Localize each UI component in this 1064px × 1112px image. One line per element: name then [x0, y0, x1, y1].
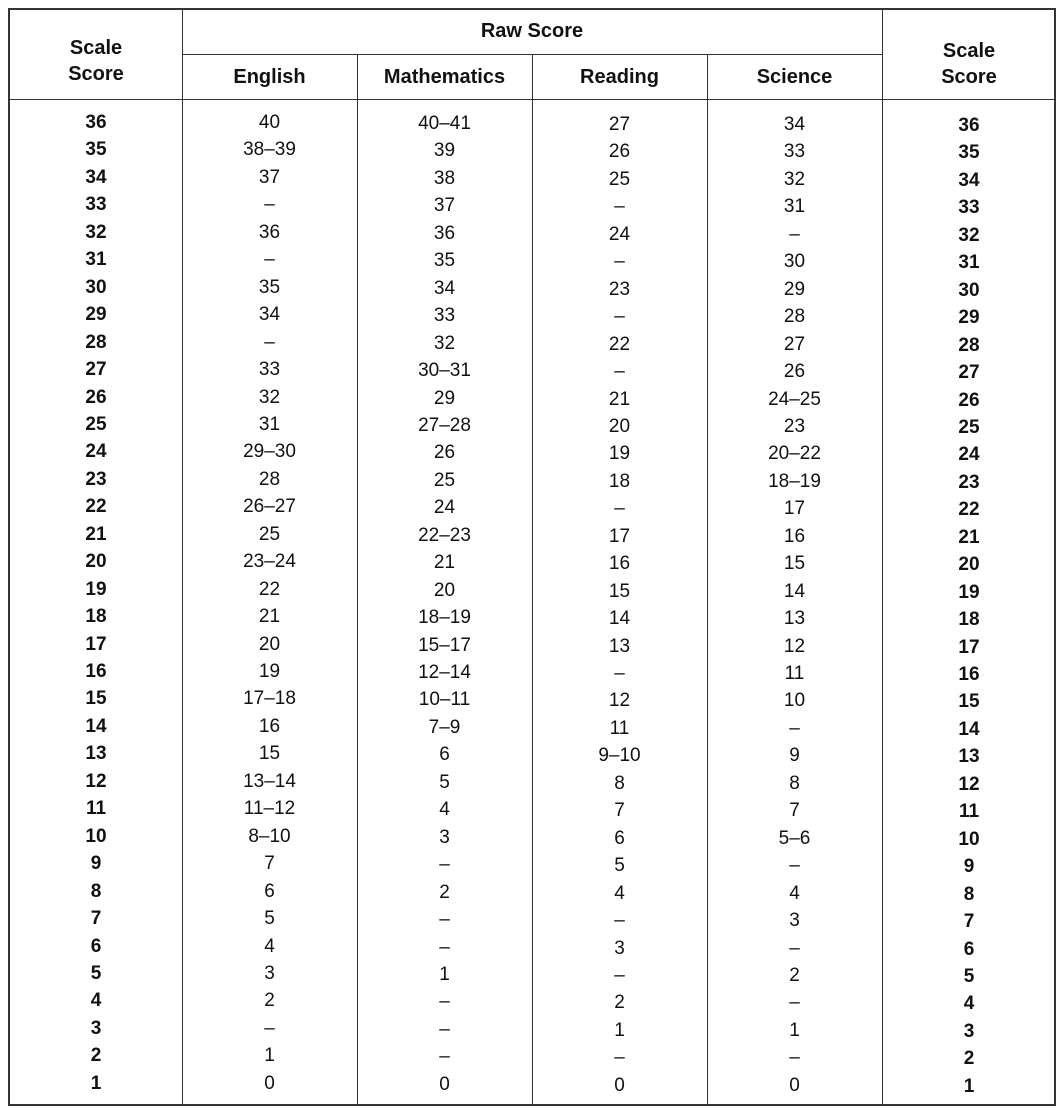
english-raw-score: 28 [258, 468, 281, 490]
reading-raw-score: 16 [608, 553, 631, 575]
mathematics-raw-score: 10–11 [418, 689, 471, 711]
science-raw-score: – [789, 223, 800, 245]
mathematics-raw-score: 12–14 [418, 662, 471, 683]
mathematics-raw-score: 27–28 [418, 414, 471, 436]
reading-raw-score: 12 [608, 690, 631, 712]
reading-raw-score: 18 [608, 470, 631, 492]
mathematics-raw-score: – [439, 909, 450, 931]
scale-score-left: 6 [90, 935, 102, 957]
scale-score-right: 28 [958, 334, 980, 356]
mathematics-raw-score: 3 [439, 826, 450, 848]
scale-score-left: 21 [85, 523, 107, 545]
science-raw-score: 12 [783, 635, 806, 657]
scale-score-right: 10 [958, 828, 980, 850]
science-raw-score: 14 [783, 580, 806, 602]
scale-score-right: 7 [963, 911, 975, 933]
mathematics-raw-score: 1 [439, 963, 450, 985]
science-raw-score: 9 [789, 745, 800, 767]
scale-score-left: 10 [85, 825, 107, 847]
scale-score-left: 31 [85, 249, 107, 271]
science-raw-score: 28 [783, 306, 806, 328]
english-raw-score: 13–14 [243, 770, 296, 792]
science-raw-score: 11 [784, 663, 805, 684]
mathematics-raw-score: – [439, 854, 450, 876]
scale-score-right: 30 [958, 279, 980, 301]
english-raw-score: 8–10 [248, 825, 291, 847]
scale-score-right: 4 [963, 993, 975, 1015]
english-raw-score: 4 [264, 935, 275, 957]
english-raw-score: 20 [258, 633, 281, 655]
science-raw-score: 18–19 [768, 470, 821, 492]
english-raw-score: 23–24 [243, 551, 296, 573]
reading-raw-score: – [614, 1047, 625, 1069]
english-raw-score: 19 [258, 661, 281, 682]
science-raw-score: 8 [789, 772, 800, 794]
scale-score-left: 11 [85, 798, 107, 820]
english-raw-score: 1 [264, 1045, 275, 1067]
mathematics-raw-score: 30–31 [418, 360, 471, 382]
score-conversion-table [8, 8, 1056, 1106]
mathematics-raw-score: 26 [433, 442, 456, 464]
mathematics-raw-score: 7–9 [428, 716, 461, 738]
english-raw-score: 2 [264, 990, 275, 1012]
scale-score-right: 25 [958, 416, 980, 438]
mathematics-raw-score: 37 [433, 195, 456, 217]
reading-raw-score: – [614, 663, 625, 684]
mathematics-raw-score: – [439, 1018, 450, 1040]
english-raw-score: 38–39 [243, 139, 296, 161]
science-raw-score: 3 [789, 910, 800, 932]
reading-raw-score: 2 [614, 992, 625, 1014]
mathematics-raw-score: 21 [433, 552, 456, 574]
scale-score-right: 12 [958, 773, 980, 795]
scale-score-right: 15 [958, 691, 980, 713]
science-raw-score: 30 [783, 251, 806, 273]
scale-score-left: 32 [85, 221, 107, 243]
scale-score-left: 36 [85, 112, 107, 133]
mathematics-raw-score: 34 [433, 277, 456, 299]
english-raw-score: 11–12 [243, 798, 296, 820]
mathematics-raw-score: 39 [433, 140, 456, 162]
reading-raw-score: 15 [608, 580, 631, 602]
scale-score-right: 32 [958, 224, 980, 246]
reading-raw-score: 14 [608, 608, 631, 630]
english-raw-score: 16 [258, 715, 281, 737]
english-raw-score: 0 [264, 1072, 275, 1094]
reading-raw-score: 26 [608, 141, 631, 163]
scale-score-left: 29 [85, 304, 107, 326]
scale-score-right: 27 [958, 362, 980, 384]
scale-score-left: 4 [90, 990, 102, 1012]
science-raw-score: – [789, 937, 800, 959]
english-raw-score: 17–18 [243, 688, 296, 710]
english-header: English [233, 66, 306, 88]
mathematics-raw-score: 2 [439, 881, 450, 903]
scale-score-right: 31 [958, 252, 980, 274]
science-raw-score: 23 [783, 415, 806, 437]
mathematics-raw-score: – [439, 1046, 450, 1068]
reading-raw-score: 27 [608, 114, 631, 135]
reading-raw-score: 19 [608, 443, 631, 465]
science-raw-score: 7 [789, 800, 800, 822]
scale-score-right: 6 [963, 938, 975, 960]
scale-score-left: 1 [90, 1072, 102, 1094]
reading-raw-score: 3 [614, 937, 625, 959]
scale-score-right: 13 [958, 746, 980, 768]
scale-score-right: 36 [958, 115, 980, 136]
scale-score-right: 1 [963, 1075, 975, 1097]
scale-score-left: 16 [85, 661, 107, 682]
scale-score-right: 11 [958, 801, 980, 823]
reading-raw-score: – [614, 498, 625, 520]
mathematics-raw-score: 35 [433, 250, 456, 272]
english-raw-score: 32 [258, 386, 281, 408]
scale-score-right: 16 [958, 664, 980, 685]
science-raw-score: 20–22 [768, 443, 821, 465]
english-raw-score: 37 [258, 166, 281, 188]
science-raw-score: – [789, 855, 800, 877]
scale-score-right: 14 [958, 718, 980, 740]
science-raw-score: 15 [783, 553, 806, 575]
english-raw-score: 22 [258, 578, 281, 600]
mathematics-raw-score: 29 [433, 387, 456, 409]
scale-score-header-right: Scale Score [941, 40, 997, 88]
scale-score-right: 26 [958, 389, 980, 411]
scale-score-left: 23 [85, 468, 107, 490]
english-raw-score: – [264, 194, 275, 216]
reading-raw-score: 17 [608, 525, 631, 547]
science-raw-score: 31 [783, 196, 806, 218]
science-raw-score: 2 [789, 964, 800, 986]
mathematics-raw-score: 4 [439, 799, 450, 821]
english-raw-score: 21 [258, 606, 281, 628]
english-raw-score: 7 [264, 853, 275, 875]
scale-score-left: 7 [90, 908, 102, 930]
science-raw-score: 24–25 [768, 388, 821, 410]
reading-raw-score: 23 [608, 278, 631, 300]
english-raw-score: 25 [258, 523, 281, 545]
scale-score-left: 3 [90, 1017, 102, 1039]
scale-score-left: 33 [85, 194, 107, 216]
english-raw-score: – [264, 249, 275, 271]
scale-score-left: 19 [85, 578, 107, 600]
mathematics-raw-score: 33 [433, 305, 456, 327]
science-raw-score: 17 [783, 498, 806, 520]
science-raw-score: 16 [783, 525, 806, 547]
mathematics-raw-score: 0 [439, 1073, 450, 1095]
scale-score-right: 35 [958, 142, 980, 164]
reading-raw-score: – [614, 361, 625, 383]
english-raw-score: – [264, 1017, 275, 1039]
scale-score-left: 25 [85, 413, 107, 435]
reading-raw-score: 7 [614, 800, 625, 822]
scale-score-right: 8 [963, 883, 975, 905]
science-raw-score: 32 [783, 168, 806, 190]
mathematics-raw-score: 22–23 [418, 524, 471, 546]
scale-score-left: 27 [85, 359, 107, 381]
scale-score-left: 8 [90, 880, 102, 902]
english-raw-score: 6 [264, 880, 275, 902]
reading-raw-score: 8 [614, 772, 625, 794]
scale-score-right: 17 [958, 636, 980, 658]
scale-score-right: 18 [958, 609, 980, 631]
science-raw-score: 13 [783, 608, 806, 630]
english-raw-score: 40 [258, 112, 281, 133]
english-raw-score: 33 [258, 359, 281, 381]
reading-raw-score: 9–10 [598, 745, 641, 767]
reading-raw-score: – [614, 251, 625, 273]
reading-raw-score: 20 [608, 415, 631, 437]
science-raw-score: – [789, 992, 800, 1014]
scale-score-left: 12 [85, 770, 107, 792]
scale-score-right: 34 [958, 169, 980, 191]
scale-score-left: 35 [85, 139, 107, 161]
science-raw-score: 27 [783, 333, 806, 355]
scale-score-right: 33 [958, 197, 980, 219]
reading-raw-score: 1 [614, 1019, 625, 1041]
science-header: Science [756, 66, 833, 88]
mathematics-raw-score: 20 [433, 579, 456, 601]
reading-raw-score: – [614, 196, 625, 218]
reading-raw-score: 21 [608, 388, 631, 410]
reading-header: Reading [580, 66, 659, 88]
science-raw-score: 5–6 [778, 827, 811, 849]
scale-score-right: 21 [958, 526, 980, 548]
scale-score-header-left: Scale Score [68, 37, 124, 85]
science-raw-score: 33 [783, 141, 806, 163]
scale-score-left: 22 [85, 496, 107, 518]
scale-score-right: 23 [958, 471, 980, 493]
reading-raw-score: 5 [614, 855, 625, 877]
mathematics-raw-score: 36 [433, 222, 456, 244]
english-raw-score: – [264, 331, 275, 353]
scale-score-right: 24 [958, 444, 980, 466]
reading-raw-score: – [614, 306, 625, 328]
scale-score-left: 28 [85, 331, 107, 353]
scale-score-right: 9 [963, 856, 975, 878]
reading-raw-score: 13 [608, 635, 631, 657]
reading-raw-score: 24 [608, 223, 631, 245]
science-raw-score: – [789, 1047, 800, 1069]
reading-raw-score: 0 [614, 1074, 625, 1096]
english-raw-score: 26–27 [243, 496, 296, 518]
science-raw-score: – [789, 717, 800, 739]
raw-score-underline [182, 54, 882, 55]
reading-raw-score: 6 [614, 827, 625, 849]
mathematics-raw-score: 15–17 [418, 634, 471, 656]
scale-score-left: 17 [85, 633, 107, 655]
scale-score-right: 19 [958, 581, 980, 603]
english-raw-score: 5 [264, 908, 275, 930]
english-raw-score: 31 [258, 413, 281, 435]
english-raw-score: 29–30 [243, 441, 296, 463]
english-raw-score: 34 [258, 304, 281, 326]
science-raw-score: 34 [783, 114, 806, 135]
scale-score-right: 20 [958, 554, 980, 576]
mathematics-raw-score: 32 [433, 332, 456, 354]
scale-score-left: 15 [85, 688, 107, 710]
reading-raw-score: 25 [608, 168, 631, 190]
header-bottom-rule [10, 99, 1054, 100]
scale-score-left: 24 [85, 441, 107, 463]
scale-score-left: 2 [90, 1045, 102, 1067]
mathematics-header: Mathematics [383, 66, 506, 88]
scale-score-left: 13 [85, 743, 107, 765]
reading-raw-score: – [614, 964, 625, 986]
scale-score-left: 14 [85, 715, 107, 737]
reading-raw-score: – [614, 910, 625, 932]
scale-score-left: 26 [85, 386, 107, 408]
english-raw-score: 3 [264, 962, 275, 984]
scale-score-right: 3 [963, 1020, 975, 1042]
science-raw-score: 29 [783, 278, 806, 300]
science-raw-score: 10 [783, 690, 806, 712]
scale-score-right: 5 [963, 965, 975, 987]
mathematics-raw-score: 18–19 [418, 607, 471, 629]
scale-score-left: 5 [90, 962, 102, 984]
mathematics-raw-score: 5 [439, 771, 450, 793]
science-raw-score: 1 [789, 1019, 800, 1041]
scale-score-right: 29 [958, 307, 980, 329]
english-raw-score: 36 [258, 221, 281, 243]
scale-score-right: 2 [963, 1048, 975, 1070]
science-raw-score: 26 [783, 361, 806, 383]
scale-score-left: 9 [90, 853, 102, 875]
scale-score-right: 22 [958, 499, 980, 521]
reading-raw-score: 22 [608, 333, 631, 355]
english-raw-score: 35 [258, 276, 281, 298]
mathematics-raw-score: 40–41 [418, 113, 471, 134]
mathematics-raw-score: 25 [433, 469, 456, 491]
mathematics-raw-score: – [439, 991, 450, 1013]
reading-raw-score: 4 [614, 882, 625, 904]
mathematics-raw-score: 24 [433, 497, 456, 519]
scale-score-left: 34 [85, 166, 107, 188]
english-raw-score: 15 [258, 743, 281, 765]
scale-score-left: 18 [85, 606, 107, 628]
reading-raw-score: 11 [609, 717, 630, 739]
science-raw-score: 0 [789, 1074, 800, 1096]
mathematics-raw-score: 38 [433, 167, 456, 189]
science-raw-score: 4 [789, 882, 800, 904]
mathematics-raw-score: 6 [439, 744, 450, 766]
scale-score-left: 30 [85, 276, 107, 298]
raw-score-header: Raw Score [480, 20, 584, 42]
scale-score-left: 20 [85, 551, 107, 573]
mathematics-raw-score: – [439, 936, 450, 958]
